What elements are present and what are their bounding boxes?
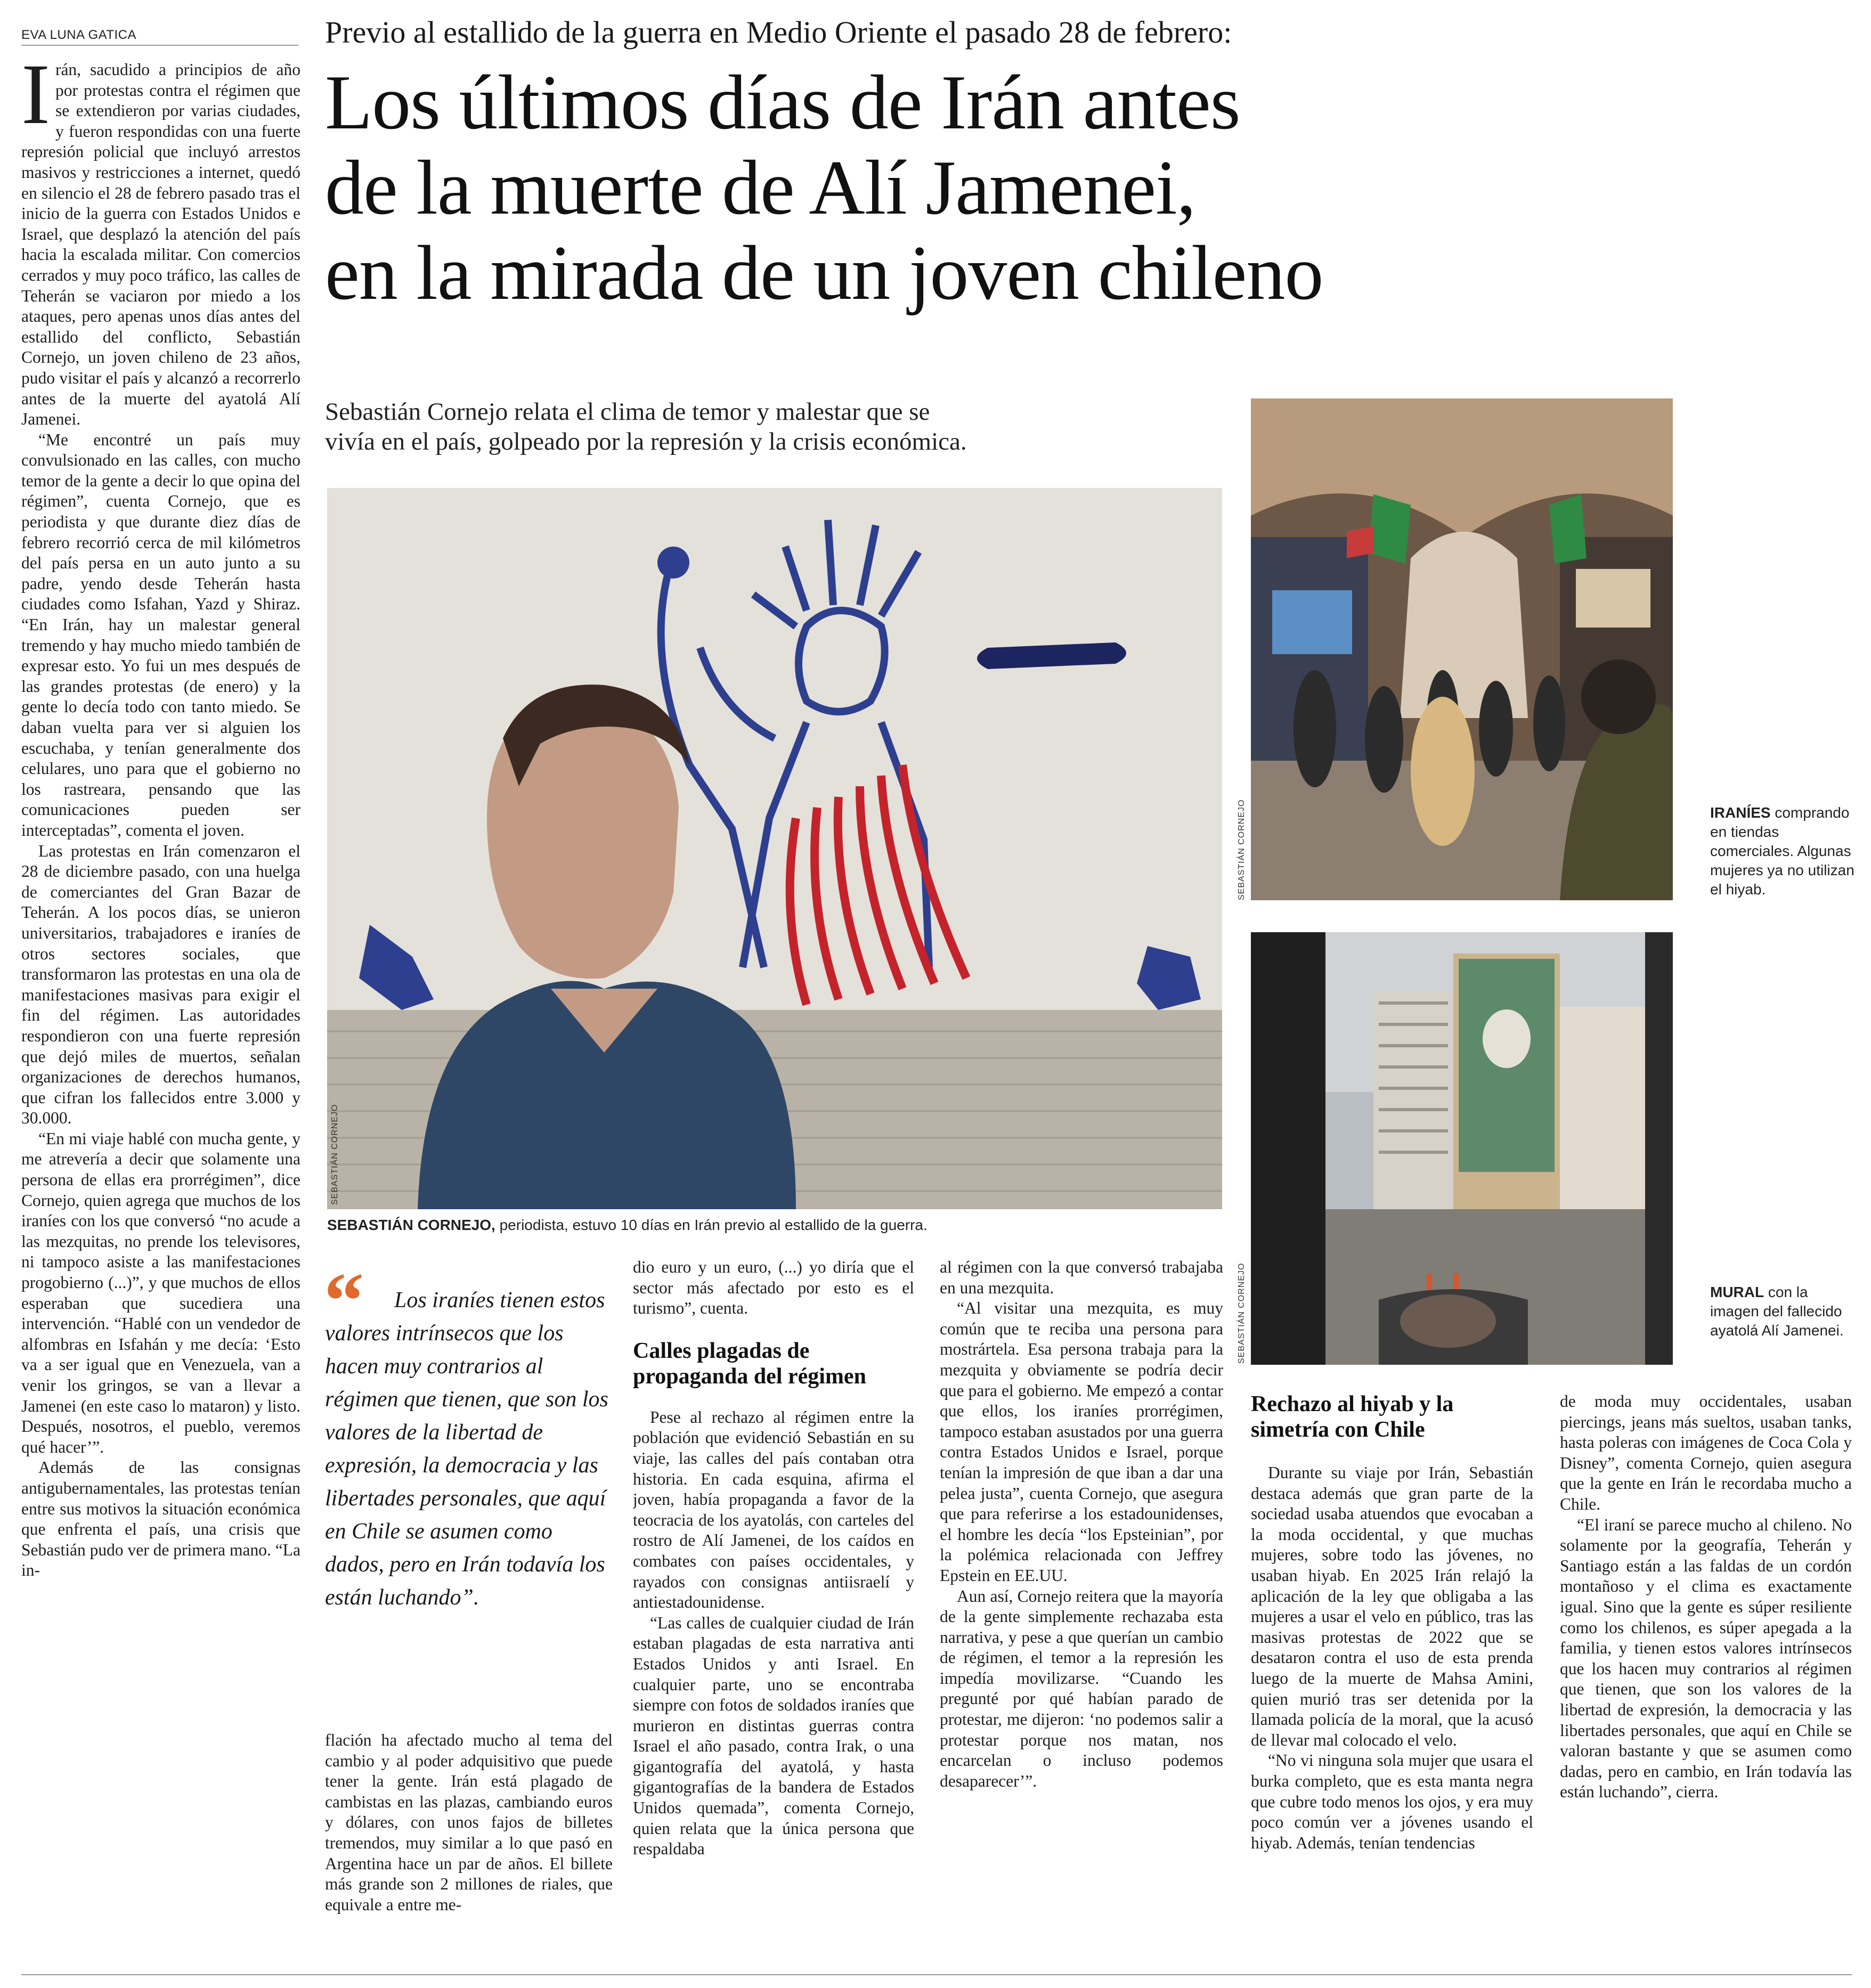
headline-line: en la mirada de un joven chileno: [325, 230, 1323, 316]
byline: EVA LUNA GATICA: [21, 28, 137, 42]
caption-text: comprando en tiendas comerciales. Algunas mujeres ya no utilizan el hiyab.: [1710, 804, 1854, 898]
caption-text: con la imagen del fallecido ayatolá Alí Jamenei.: [1710, 1284, 1844, 1339]
lead-paragraph: Irán, sacudido a principios de año por protestas contra el régimen que se extendieron por varias ciudades, y fueron respondidas con una fuerte represión policial que incluyó arrestos masivos y restricciones a internet, quedó en silencio el 28 de febrero pasado tras el inicio de la guerra con Estados Unidos e Israel, que desplazó la atención del país hacia la escalada militar. Con comercios cerrados y muy poco tráfico, las calles de Teherán se vaciaron por miedo a los ataques, pero apenas unos días antes del estallido del conflicto, Sebastián Cornejo, un joven chileno de 23 años, pudo visitar el país y alcanzó a recorrerlo antes de la muerte del ayatolá Alí Jamenei.: [21, 60, 300, 429]
headline-line: Los últimos días de Irán antes: [325, 59, 1240, 145]
bazaar-photo-illustration: [1251, 398, 1673, 900]
caption-text: periodista, estuvo 10 días en Irán previo al estallido de la guerra.: [499, 1217, 928, 1233]
paragraph: flación ha afectado mucho al tema del cambio y al poder adquisitivo que puede tener la gente. Irán está plagado de cambistas en las plazas, cambiando euros y dólares, con unos fajos de billetes tremendos, muy similar a lo que pasó en Argentina hace un par de años. El billete más grande son 2 millones de riales, que equivale a entre me-: [325, 1731, 613, 1914]
quote-mark: “: [324, 1257, 364, 1345]
bazaar-photo-caption: [1710, 803, 1857, 899]
paragraph: “El iraní se parece mucho al chileno. No solamente por la geografía, Teherán y Santiago están a las faldas de un cordón montañoso y el clima es exactamente igual. Sino que la gente es súper resiliente como los chilenos, es súper apegada a la familia, y tienen estos valores intrínsecos que los hacen muy contrarios al régimen que tienen, que son los valores de la libertad de expresión, la democracia y las libertades personales, que aquí en Chile se valoran bastante y que se asumen como dadas, pero en cambio, en Irán todavía las están luchando”, cierra.: [1560, 1515, 1852, 1802]
column-3: [633, 1257, 914, 1971]
paragraph: Pese al rechazo al régimen entre la población que evidenció Sebastián en su viaje, las calles del país contaban otra historia. En cada esquina, afirma el joven, había propaganda a favor de la teocracia de los ayatolás, con carteles del rostro de Alí Jamenei, de los caídos en combates con países occidentales, y rayados con consignas antiisraelí y antiestadounidense.: [633, 1407, 914, 1612]
column-5: [1251, 1391, 1533, 1971]
section-subhead: Calles plagadas de propaganda del régimen: [633, 1338, 866, 1389]
paragraph: “No vi ninguna sola mujer que usara el burka completo, que es esta manta negra que cubre todo menos los ojos, y era muy poco común ver a jóvenes usando el hiyab. Además, tenían tendencias: [1251, 1751, 1533, 1852]
pullquote: [325, 1284, 613, 1614]
caption-bold: IRANÍES: [1710, 804, 1771, 821]
mural-photo-illustration: [1251, 932, 1673, 1365]
drop-cap: I: [21, 60, 50, 142]
paragraph: Además de las consignas antigubernamentales, las protestas tenían entre sus motivos la situación económica que enfrenta el país, una crisis que Sebastián pudo ver de primera mano. “La in-: [21, 1458, 300, 1580]
paragraph: al régimen con la que conversó trabajaba en una mezquita.: [940, 1258, 1223, 1297]
main-photo-caption: [327, 1216, 1227, 1235]
paragraph: Durante su viaje por Irán, Sebastián destaca además que gran parte de la sociedad usaba atuendos que evocaban a la moda occidental, y que muchas mujeres, sobre todo las jóvenes, no usaban hiyab. En 2025 Irán relajó la aplicación de la ley que obligaba a las mujeres a usar el velo en público, tras las masivas protestas de 2022 que se desataron contra el uso de esta prenda luego de la muerte de Mahsa Amini, quien murió tras ser detenida por la llamada policía de la moral, que la acusó de llevar mal colocado el velo.: [1251, 1463, 1533, 1749]
deck-line: Sebastián Cornejo relata el clima de temor y malestar que se: [325, 398, 930, 426]
bazaar-photo-credit: SEBASTIÁN CORNEJO: [1237, 799, 1246, 900]
main-photo-credit: SEBASTIÁN CORNEJO: [330, 1104, 339, 1205]
column-1: [21, 60, 300, 1969]
paragraph: dio euro y un euro, (...) yo diría que el sector más afectado por esto es el turismo”, cuenta.: [633, 1258, 914, 1318]
deck: [325, 397, 1231, 457]
paragraph: “En mi viaje hablé con mucha gente, y me atrevería a decir que solamente una persona de ellas era prorrégimen”, dice Cornejo, quien agrega que muchos de los iraníes con los que conversó “no acude a las mezquitas, no prende los televisores, ni tampoco asiste a las manifestaciones progobierno (...)”, y que muchos de ellos esperaban que sucediera una intervención. “Hablé con un vendedor de alfombras en Isfahán y me decía: ‘Esto va a ser igual que en Venezuela, van a venir los gringos, se van a llevar a Jamenei (en este caso lo mataron) y listo. Después, nosotros, el pueblo, veremos qué hacer’”.: [21, 1129, 300, 1456]
pullquote-text: Los iraníes tienen estos valores intrínsecos que los hacen muy contrarios al régimen que tienen, que son los valores de la libertad de expresión, la democracia y las libertades personales, que aquí en Chile se asumen como dados, pero en Irán todavía los están luchando”.: [325, 1288, 608, 1610]
deck-line: vivía en el país, golpeado por la represión y la crisis económica.: [325, 428, 967, 455]
column-2: [325, 1730, 613, 1970]
section-subhead: Rechazo al hiyab y la simetría con Chile: [1251, 1392, 1454, 1442]
main-photo-illustration: [327, 488, 1222, 1209]
mural-photo-credit: SEBASTIÁN CORNEJO: [1237, 1262, 1246, 1364]
main-photo: [327, 488, 1222, 1209]
bottom-rule: [21, 1974, 1852, 1975]
byline-rule: [21, 45, 298, 46]
paragraph: “Me encontré un país muy convulsionado en las calles, con mucho temor de la gente a decir lo que opina del régimen”, cuenta Cornejo, que es periodista y que durante diez días de febrero recorrió cerca de mil kilómetros del país persa en un auto junto a su padre, yendo desde Teherán hasta ciudades como Isfahan, Yazd y Shiraz. “En Irán, hay un malestar general tremendo y hay mucho miedo también de expresar esto. Yo fui un mes después de las grandes protestas (de enero) y la gente lo decía todo con tanto miedo. Se daban vuelta para ver si alguien los escuchaba, y tenían generalmente dos celulares, uno para que el gobierno no los rastreara, pensando que las comunicaciones pueden ser interceptadas”, comenta el joven.: [21, 430, 300, 840]
kicker: Previo al estallido de la guerra en Medio Oriente el pasado 28 de febrero:: [325, 15, 1232, 50]
column-4: [940, 1257, 1223, 1971]
column-6: [1560, 1391, 1852, 1971]
mural-photo-caption: [1710, 1283, 1857, 1340]
paragraph: de moda muy occidentales, usaban piercings, jeans más sueltos, usaban tanks, hasta poleras con imágenes de Coca Cola y Disney”, comenta Cornejo, quien asegura que la gente en Irán le recordaba mucho a Chile.: [1560, 1392, 1852, 1513]
headline: [325, 60, 1849, 315]
caption-bold: MURAL: [1710, 1284, 1764, 1300]
bazaar-photo: [1251, 398, 1673, 900]
paragraph: “Las calles de cualquier ciudad de Irán estaban plagadas de esta narrativa anti Estados Unidos y anti Israel. En cualquier parte, uno se encontraba siempre con fotos de soldados iraníes que murieron en distintas guerras contra Israel el año pasado, contra Irak, o una gigantografía del ayatolá, y hasta gigantografías de la bandera de Estados Unidos quemada”, comenta Cornejo, quien relata que la única persona que respaldaba: [633, 1613, 914, 1859]
caption-bold: SEBASTIÁN CORNEJO,: [327, 1217, 495, 1233]
paragraph: Las protestas en Irán comenzaron el 28 de diciembre pasado, con una huelga de comerciantes del Gran Bazar de Teherán. A los pocos días, se unieron universitarios, trabajadores e iraníes de otros sectores sociales, que transformaron las protestas en una ola de manifestaciones masivas para exigir el fin del régimen. Las autoridades respondieron con una fuerte represión que dejó miles de muertos, señalan organizaciones de derechos humanos, que cifran los fallecidos entre 3.000 y 30.000.: [21, 841, 300, 1128]
mural-photo: [1251, 932, 1673, 1365]
headline-line: de la muerte de Alí Jamenei,: [325, 144, 1196, 231]
paragraph: Aun así, Cornejo reitera que la mayoría de la gente simplemente rechazaba esta narrativa, y pese a que querían un cambio de régimen, el temor a la represión les impedía movilizarse. “Cuando les pregunté por qué habían parado de protestar, me dijeron: ‘no podemos salir a protestar porque nos matan, nos encarcelan o incluso podemos desaparecer’”.: [940, 1586, 1223, 1790]
paragraph: “Al visitar una mezquita, es muy común que te reciba una persona para mostrártela. Esa persona trabaja para la mezquita y obviamente se podría decir que para el gobierno. Me empezó a contar que ellos, los iraníes prorrégimen, tampoco estaban asustados por una guerra contra Estados Unidos e Israel, porque tenían la impresión de que iban a dar una pelea justa”, cuenta Cornejo, que asegura que para referirse a los estadounidenses, el hombre les decía “los Epsteinian”, por la polémica relacionada con Jeffrey Epstein en EE.UU.: [940, 1299, 1223, 1585]
